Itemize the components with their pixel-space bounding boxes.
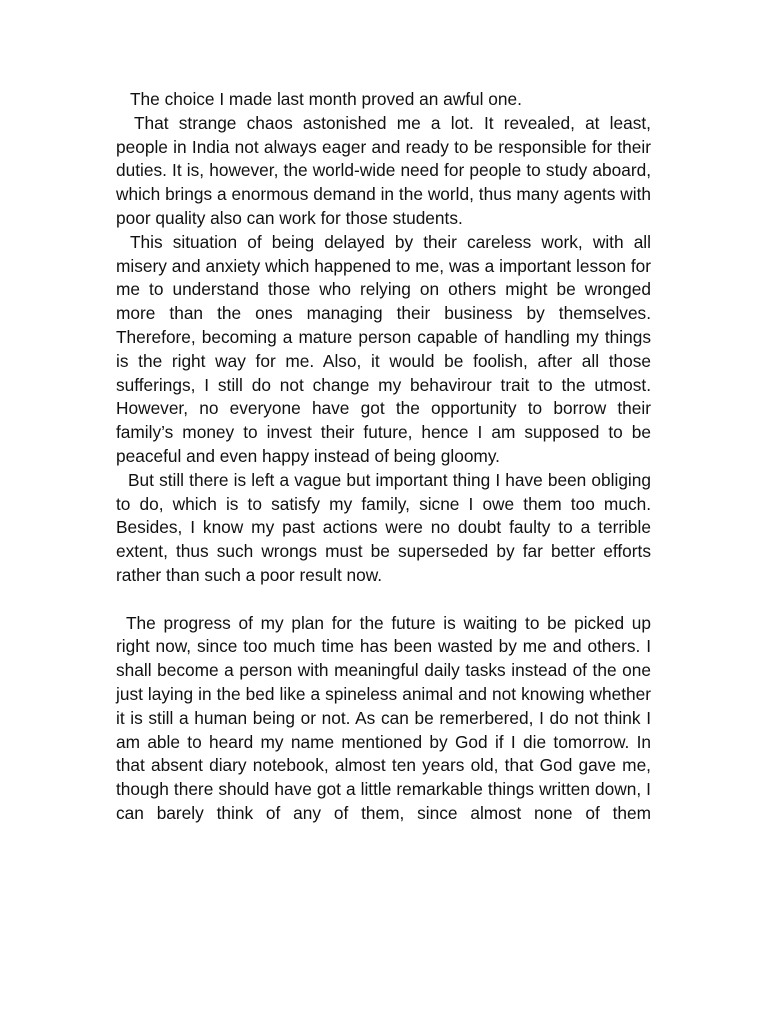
paragraph-3: This situation of being delayed by their careless work, with all misery and anxiety which happened to me, was a important lesson for me to understand those who relying on others might be wronged more than the ones managing their business by themselves. Therefore, becoming a mature person capable of handling my things is the right way for me. Also, it would be foolish, after all those sufferings, I still do not change my behavirour trait to the utmost. However, no everyone have got the opportunity to borrow their family’s money to invest their future, hence I am supposed to be peaceful and even happy instead of being gloomy. — [116, 231, 651, 466]
document-page — [116, 88, 651, 826]
paragraph-2: That strange chaos astonished me a lot. It revealed, at least, people in India not always eager and ready to be responsible for their duties. It is, however, the world-wide need for people to study aboard, which brings a enormous demand in the world, thus many agents with poor quality also can work for those students. — [116, 112, 651, 228]
paragraph-4: But still there is left a vague but important thing I have been obliging to do, which is to satisfy my family, sicne I owe them too much. Besides, I know my past actions were no doubt faulty to a terrible extent, thus such wrongs must be superseded by far better efforts rather than such a poor result now. — [116, 469, 651, 585]
paragraph-5: The progress of my plan for the future is waiting to be picked up right now, since too much time has been wasted by me and others. I shall become a person with meaningful daily tasks instead of the one just laying in the bed like a spineless animal and not knowing whether it is still a human being or not. As can be remerbered, I do not think I am able to heard my name mentioned by God if I die tomorrow. In that absent diary notebook, almost ten years old, that God gave me, though there should have got a little remarkable things written down, I can barely think of any of them, since almost none of them — [116, 612, 651, 823]
paragraph-spacer — [116, 588, 651, 612]
paragraph-1: The choice I made last month proved an awful one. — [130, 89, 522, 109]
